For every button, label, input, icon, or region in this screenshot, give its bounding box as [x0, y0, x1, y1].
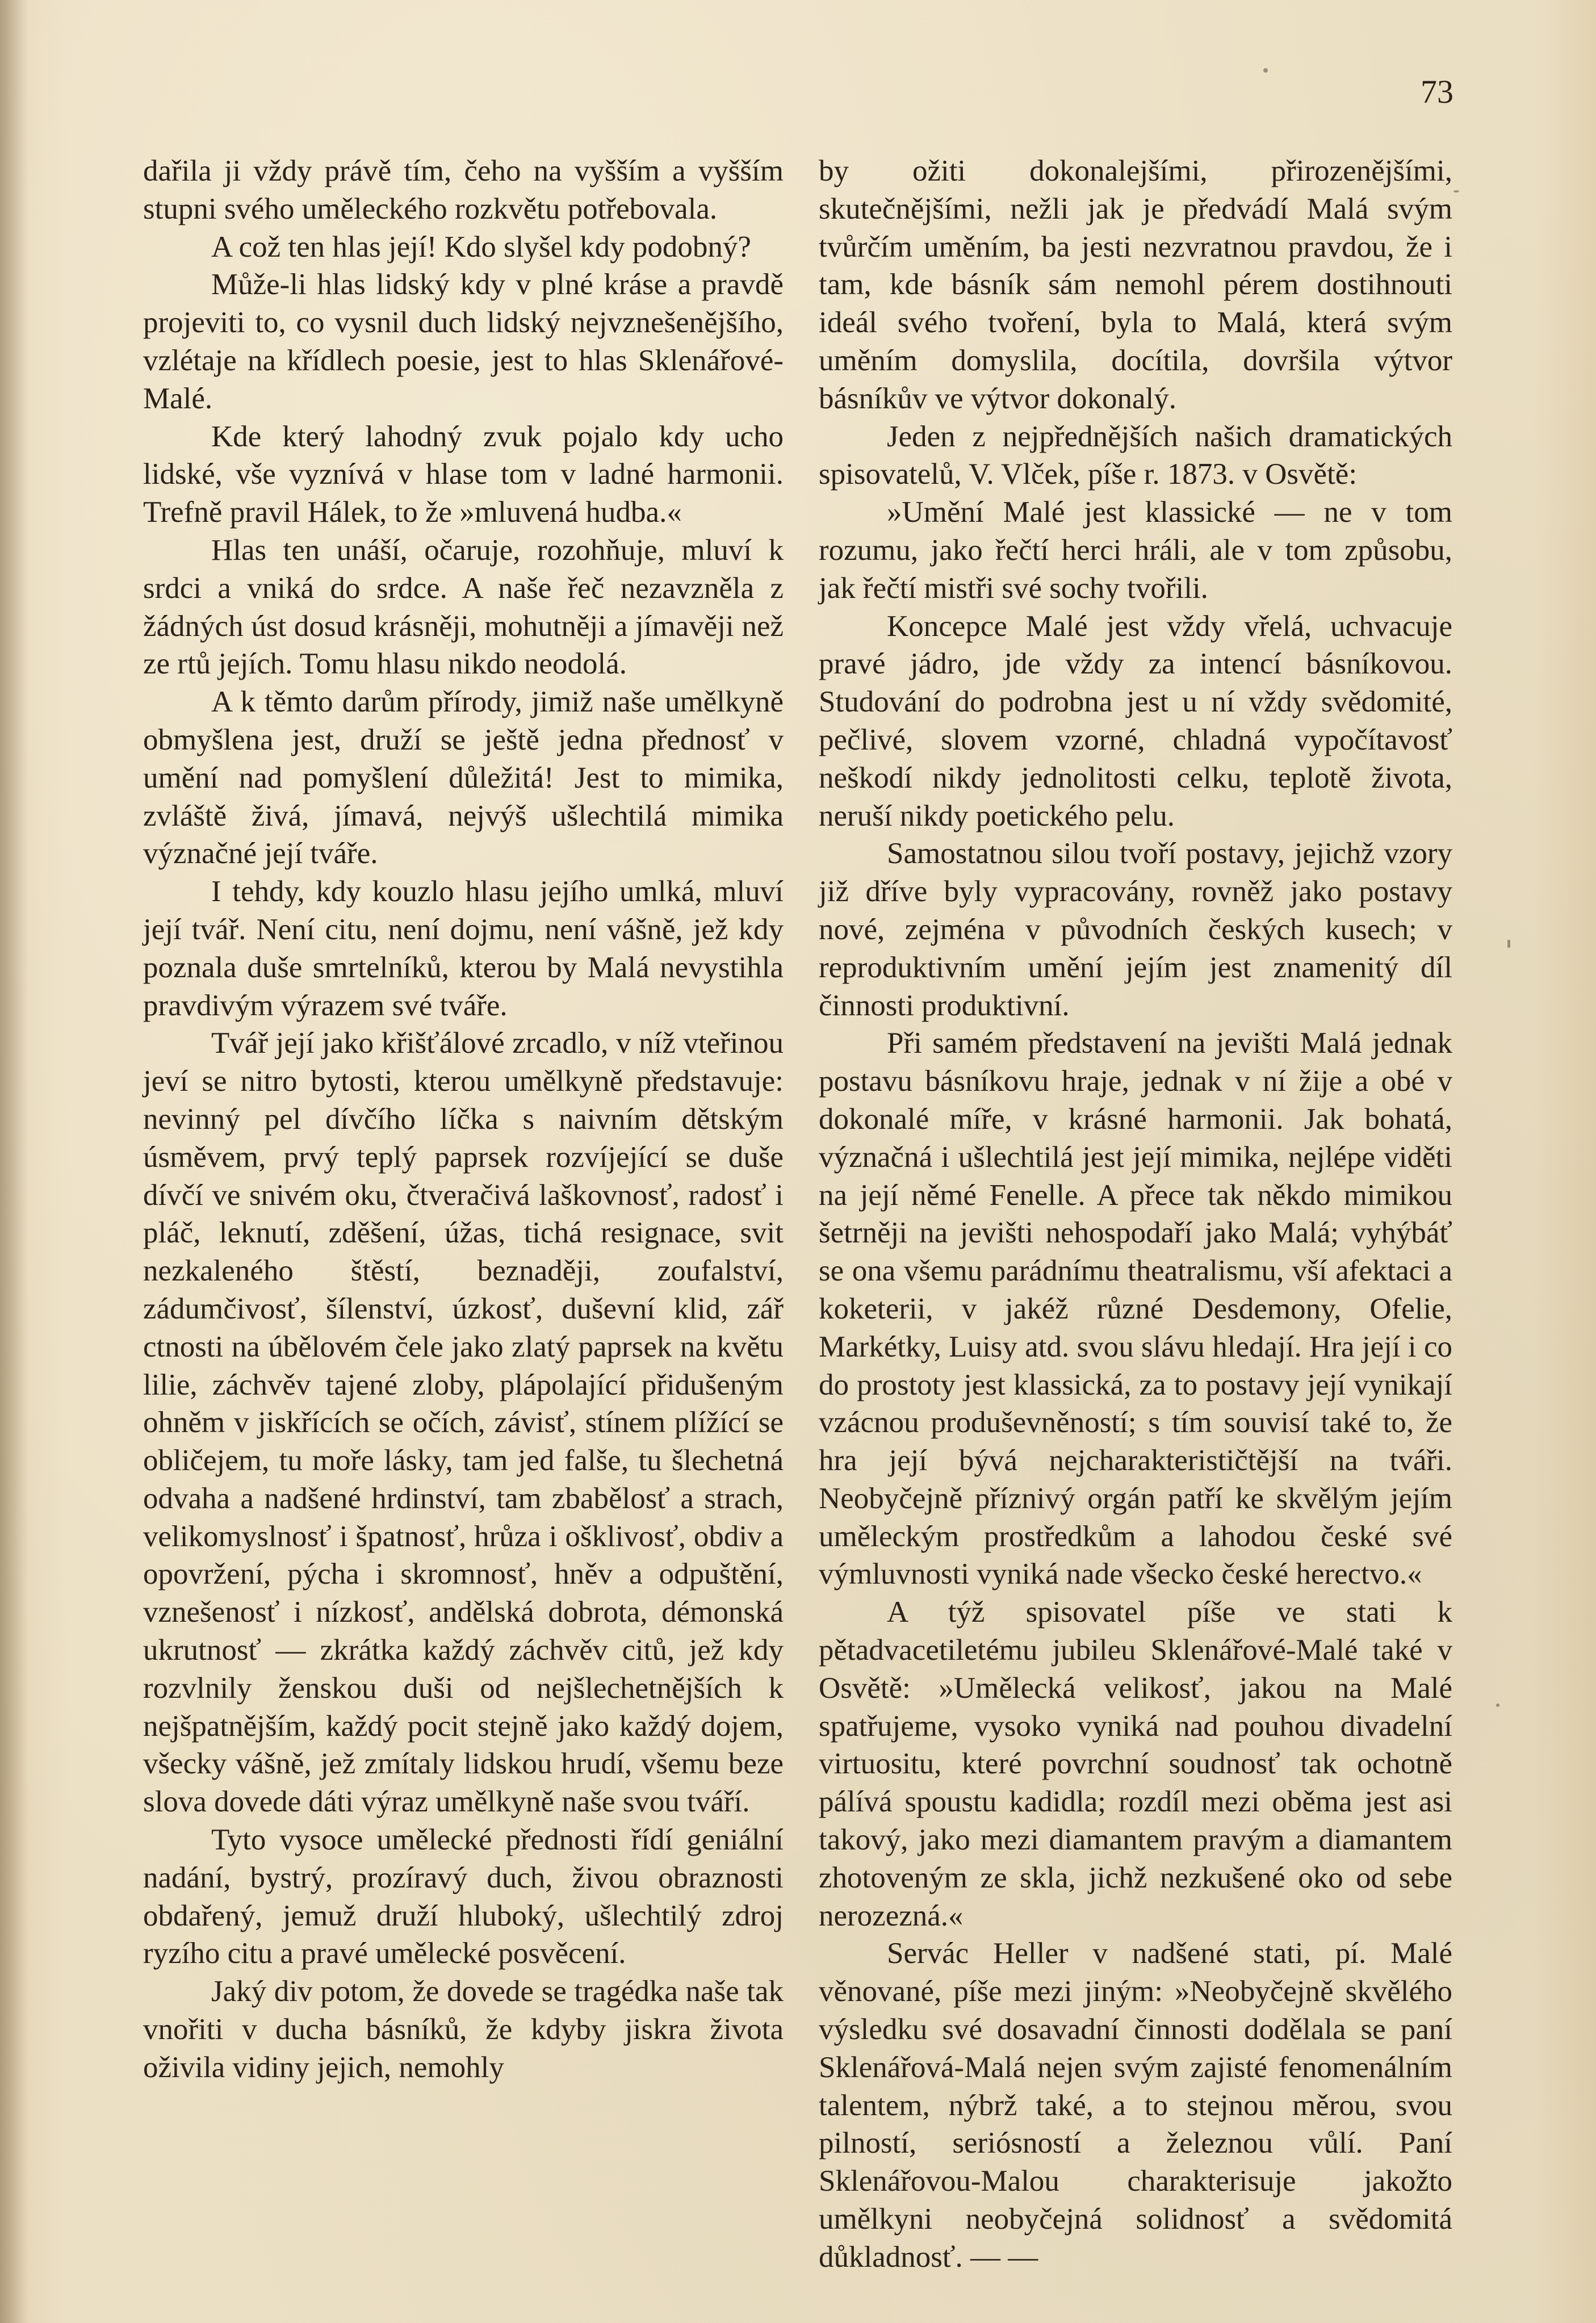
- paragraph: Jaký div potom, že dovede se tragédka naše tak vnořiti v ducha básníků, že kdyby jiskra života oživila vidiny jejich, nemohly: [143, 1975, 784, 2084]
- paragraph: Tvář její jako křišťálové zrcadlo, v níž vteřinou jeví se nitro bytosti, kterou umělkyně představuje: nevinný pel dívčího líčka s naivním dětským úsměvem, prvý teplý paprsek rozvíjející se duše dívčí ve snivém oku, čtveračivá laškovnosť, radosť i pláč, leknutí, zděšení, úžas, tichá resignace, svit nezkaleného štěstí, beznaději, zoufalství, zádumčivosť, šílenství, úzkosť, duševní klid, zář ctnosti na úbělovém čele jako zlatý paprsek na květu lilie, záchvěv tajené zloby, plápolající přidušeným ohněm v jiskřících se očích, závisť, stínem plížící se obličejem, tu moře lásky, tam jed falše, tu šlechetná odvaha a nadšené hrdinství, tam zbabělosť a strach, velikomyslnosť i špatnosť, hrůza i ošklivosť, obdiv a opovržení, pýcha i skromnosť, hněv a odpuštění, vznešenosť i nízkosť, andělská dobrota, démonská ukrutnosť — zkrátka každý záchvěv citů, jež kdy rozvlnily ženskou duši od nejšlechetnějších k nejšpatnějším, každý pocit stejně jako každý dojem, všecky vášně, jež zmítaly lidskou hrudí, všemu beze slova dovede dáti výraz umělkyně naše svou tváří.: [143, 1027, 784, 1819]
- paragraph: by ožiti dokonalejšími, přirozenějšími, skutečnějšími, nežli jak je předvádí Malá svým tvůrčím uměním, ba jesti nezvratnou pravdou, že i tam, kde básník sám nemohl pérem dostihnouti ideál svého tvoření, byla to Malá, která svým uměním domyslila, docítila, dovršila výtvor básníkův ve výtvor dokonalý.: [819, 154, 1452, 415]
- paragraph: »Umění Malé jest klassické — ne v tom rozumu, jako řečtí herci hráli, ale v tom způsobu, jak řečtí mistři své sochy tvořili.: [819, 496, 1452, 605]
- paragraph: I tehdy, kdy kouzlo hlasu jejího umlká, mluví její tvář. Není citu, není dojmu, není vášně, jež kdy poznala duše smrtelníků, kterou by Malá nevystihla pravdivým výrazem své tváře.: [143, 875, 784, 1022]
- paragraph: Hlas ten unáší, očaruje, rozohňuje, mluví k srdci a vniká do srdce. A naše řeč nezavzněla z žádných úst dosud krásněji, mohutněji a jímavěji než ze rtů jejích. Tomu hlasu nikdo neodolá.: [143, 533, 784, 681]
- paragraph: Tyto vysoce umělecké přednosti řídí geniální nadání, bystrý, prozíravý duch, živou obraznosti obdařený, jemuž druží hluboký, ušlechtilý zdroj ryzího citu a pravé umělecké posvěcení.: [143, 1823, 784, 1970]
- paragraph: Jeden z nejpřednějších našich dramatických spisovatelů, V. Vlček, píše r. 1873. v Osvětě:: [819, 420, 1452, 491]
- paragraph: A což ten hlas její! Kdo slyšel kdy podobný?: [211, 230, 751, 263]
- paragraph: dařila ji vždy právě tím, čeho na vyšším a vyšším stupni svého uměleckého rozkvětu potřebovala.: [143, 154, 784, 225]
- paragraph: Při samém představení na jevišti Malá jednak postavu básníkovu hraje, jednak v ní žije a obé v dokonalé míře, v krásné harmonii. Jak bohatá, význačná i ušlechtilá jest její mimika, nejlépe viděti na její němé Fenelle. A přece tak někdo mimikou šetrněji na jevišti nehospodaří jako Malá; vyhýbáť se ona všemu parádnímu theatralismu, vší afektaci a koketerii, v jakéž různé Desdemony, Ofelie, Markétky, Luisy atd. svou slávu hledají. Hra její i co do prostoty jest klassická, za to postavy její vynikají vzácnou produševněností; s tím souvisí také to, že hra její bývá nejcharakterističtější na tváři. Neobyčejně příznivý orgán patří ke skvělým jejím uměleckým prostředkům a lahodou české své výmluvnosti vyniká nade všecko české herectvo.«: [819, 1027, 1452, 1591]
- page-number: 73: [1421, 73, 1453, 110]
- paragraph: Může-li hlas lidský kdy v plné kráse a pravdě projeviti to, co vysnil duch lidský nejvznešenějšího, vzlétaje na křídlech poesie, jest to hlas Sklenářové-Malé.: [143, 268, 784, 415]
- paper-speck: [1453, 190, 1459, 192]
- right-column: [819, 152, 1452, 2276]
- paragraph: Koncepce Malé jest vždy vřelá, uchvacuje pravé jádro, jde vždy za intencí básníkovou. Studování do podrobna jest u ní vždy svědomité, pečlivé, slovem vzorné, chladná vypočítavosť neškodí nikdy jednolitosti celku, teplotě života, neruší nikdy poetického pelu.: [819, 609, 1452, 832]
- paragraph: Servác Heller v nadšené stati, pí. Malé věnované, píše mezi jiným: »Neobyčejně skvělého výsledku své dosavadní činnosti dodělala se paní Sklenářová-Malá nejen svým zajisté fenomenálním talentem, nýbrž také, a to stejnou měrou, svou pilností, seriósností a železnou vůlí. Paní Sklenářovou-Malou charakterisuje jakožto umělkyni neobyčejná solidnosť a svědomitá důkladnosť. — —: [819, 1937, 1452, 2274]
- paper-speck: [1496, 1703, 1499, 1707]
- left-column: [143, 152, 784, 2087]
- paragraph: Kde který lahodný zvuk pojalo kdy ucho lidské, vše vyznívá v hlase tom v ladné harmonii. Trefně pravil Hálek, to že »mluvená hudba.«: [143, 420, 784, 529]
- paper-speck: [1507, 940, 1510, 948]
- paper-speck: [1263, 68, 1268, 73]
- paragraph: A k těmto darům přírody, jimiž naše umělkyně obmyšlena jest, druží se ještě jedna přednosť v umění nad pomyšlení důležitá! Jest to mimika, zvláště živá, jímavá, nejvýš ušlechtilá mimika význačné její tváře.: [143, 685, 784, 870]
- paragraph: A týž spisovatel píše ve stati k pětadvacetiletému jubileu Sklenářové-Malé také v Osvětě: »Umělecká velikosť, jakou na Malé spatřujeme, vysoko vyniká nad pouhou divadelní virtuositu, které povrchní soudnosť tak ochotně pálívá spoustu kadidla; rozdíl mezi oběma jest asi takový, jako mezi diamantem pravým a diamantem zhotoveným ze skla, jichž nezkušené oko od sebe nerozezná.«: [819, 1596, 1452, 1932]
- paragraph: Samostatnou silou tvoří postavy, jejichž vzory již dříve byly vypracovány, rovněž jako postavy nové, zejména v původních českých kusech; v reproduktivním umění jejím jest znamenitý díl činnosti produktivní.: [819, 837, 1452, 1022]
- spine-shadow: [0, 0, 28, 2323]
